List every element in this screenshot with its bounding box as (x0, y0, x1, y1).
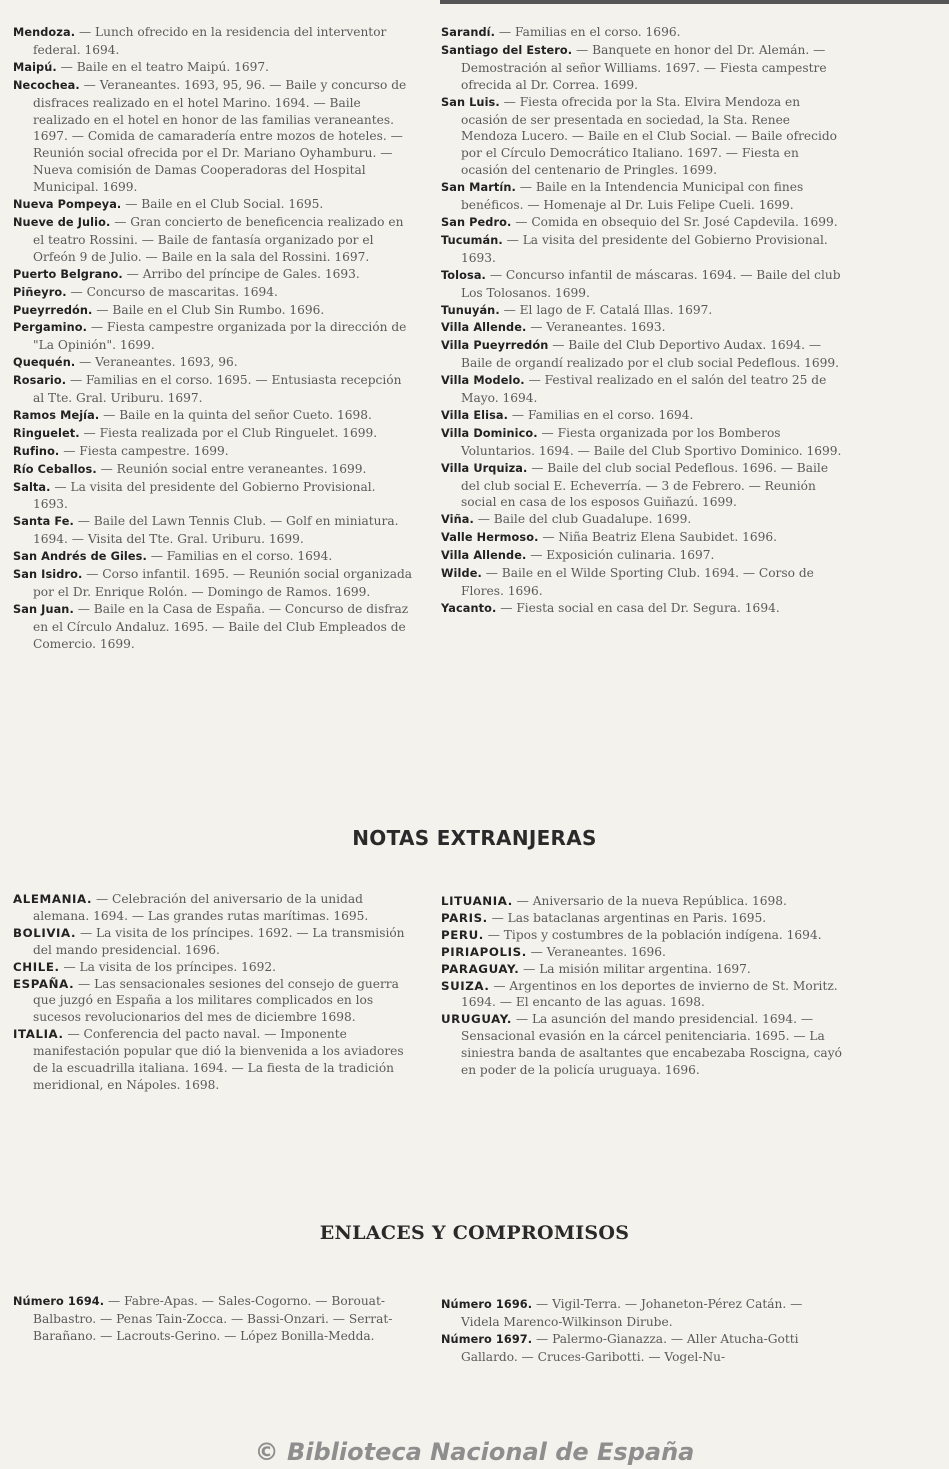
entry-text: — Familias en el corso. 1694. (508, 407, 694, 422)
column-notas-left (13, 891, 413, 1094)
entry-top-left (13, 372, 413, 407)
entry-place-name: SUIZA. (441, 978, 490, 993)
entry-text: — Fiesta social en casa del Dr. Segura. 1694. (496, 600, 780, 615)
entry-text: — Corso infantil. 1695. — Reunión social organizada por el Dr. Enrique Rolón. — Domingo de Ramos. 1699. (33, 567, 413, 599)
entry-place-name: Tolosa. (441, 268, 486, 282)
entry-text: — Banquete en honor del Dr. Alemán. — Demostración al señor Williams. 1697. — Fiesta campestre ofrecida al Dr. Correa. 1699. (461, 42, 827, 92)
entry-place-name: BOLIVIA. (13, 925, 77, 940)
entry-top-left (13, 479, 413, 514)
entry-text: — La visita de los príncipes. 1692. — La transmisión del mando presidencial. 1696. (33, 925, 405, 957)
entry-top-left (13, 302, 413, 320)
entry-top-right (441, 232, 844, 267)
entry-text: — Fiesta realizada por el Club Ringuelet. 1699. (79, 425, 378, 440)
column-enlaces-left (13, 1293, 413, 1345)
entry-notas-left (13, 976, 413, 1027)
entry-place-name: Tucumán. (441, 233, 503, 247)
entry-text: — Baile del club social Pedeflous. 1696. — Baile del club social E. Echeverría. — 3 de Febrero. — Reunión social en casa de los esposos Guiñazú. 1699. (461, 460, 829, 510)
entry-place-name: San Luis. (441, 95, 500, 109)
entry-notas-right (441, 1011, 844, 1079)
entry-top-right (441, 372, 844, 407)
entry-text: — Concurso de mascaritas. 1694. (66, 284, 278, 299)
entry-place-name: Villa Urquiza. (441, 461, 528, 475)
entry-place-name: URUGUAY. (441, 1012, 513, 1027)
entry-text: — Familias en el corso. 1696. (495, 25, 681, 39)
entry-text: — Festival realizado en el salón del teatro 25 de Mayo. 1694. (461, 373, 827, 406)
entry-place-name: San Isidro. (13, 568, 83, 582)
entry-text: — Comida en obsequio del Sr. José Capdevila. 1699. (511, 214, 838, 229)
entry-place-name: Ramos Mejía. (13, 408, 100, 422)
entry-top-right (441, 600, 844, 618)
enlaces-compromisos-heading: ENLACES Y COMPROMISOS (319, 1222, 630, 1244)
entry-top-left (13, 77, 413, 196)
entry-place-name: Villa Elisa. (441, 408, 509, 422)
notas-extranjeras-heading: NOTAS EXTRANJERAS (352, 826, 597, 850)
entry-text: — El lago de F. Catalá Illas. 1697. (499, 302, 713, 317)
entry-notas-right (441, 944, 844, 961)
entry-notas-left (13, 891, 413, 925)
entry-text: — Exposición culinaria. 1697. (526, 548, 715, 563)
entry-text: — Las bataclanas argentinas en Paris. 1695. (487, 910, 767, 925)
entry-text: — Baile del Lawn Tennis Club. — Golf en miniatura. 1694. — Visita del Tte. Gral. Uriburu. 1699. (33, 514, 399, 547)
entry-top-left (13, 566, 413, 601)
entry-text: — Veraneantes. 1696. (526, 944, 666, 959)
entry-text: — Veraneantes. 1693. (526, 320, 666, 335)
entry-top-right (441, 511, 844, 529)
column-notas-right (441, 893, 844, 1079)
entry-top-right (441, 547, 844, 565)
entry-top-right (441, 319, 844, 337)
entry-top-left (13, 461, 413, 479)
entry-text: — Las sensacionales sesiones del consejo de guerra que juzgó en España a los militares complicados en los sucesos revolucionarios del mes de diciembre 1698. (33, 976, 399, 1025)
entry-text: — Reunión social entre veraneantes. 1699. (96, 461, 367, 476)
entry-place-name: Número 1696. (441, 1298, 533, 1311)
entry-text: — Baile en el Wilde Sporting Club. 1694. — Corso de Flores. 1696. (461, 566, 814, 598)
entry-notas-right (441, 978, 844, 1012)
entry-place-name: Nueve de Julio. (13, 215, 111, 229)
entry-top-left (13, 548, 413, 566)
entry-place-name: San Martín. (441, 181, 516, 195)
entry-notas-left (13, 1026, 413, 1094)
entry-place-name: Villa Allende. (441, 549, 527, 563)
entry-text: — Fiesta campestre organizada por la dirección de "La Opinión". 1699. (33, 320, 407, 353)
entry-top-left (13, 443, 413, 461)
entry-place-name: Quequén. (13, 356, 76, 370)
entry-text: — Conferencia del pacto naval. — Imponente manifestación popular que dió la bienvenida a los aviadores de la escuadrilla italiana. 1694. — La fiesta de la tradición meridional, en Nápoles. 1698. (33, 1027, 404, 1092)
entry-text: — Gran concierto de beneficencia realizado en el teatro Rossini. — Baile de fantasía organizado por el Orfeón 9 de Julio. — Baile en la sala del Rossini. 1697. (33, 214, 404, 264)
entry-top-left (13, 513, 413, 548)
entry-text: — La visita del presidente del Gobierno Provisional. 1693. (33, 479, 376, 512)
entry-place-name: Rufino. (13, 444, 60, 458)
entry-place-name: ALEMANIA. (13, 892, 93, 906)
entry-place-name: PARAGUAY. (441, 961, 520, 976)
entry-place-name: ITALIA. (13, 1027, 64, 1042)
entry-top-right (441, 267, 844, 302)
entry-place-name: Rosario. (13, 374, 67, 388)
entry-top-left (13, 319, 413, 354)
entry-text: — Veraneantes. 1693, 96. (75, 355, 238, 370)
entry-place-name: PIRIAPOLIS. (441, 944, 527, 959)
entry-top-right (441, 24, 844, 42)
entry-text: — Familias en el corso. 1695. — Entusiasta recepción al Tte. Gral. Uriburu. 1697. (33, 373, 402, 406)
entry-text: — Lunch ofrecido en la residencia del interventor federal. 1694. (33, 25, 387, 57)
entry-notas-right (441, 961, 844, 978)
entry-text: — La asunción del mando presidencial. 1694. — Sensacional evasión en la cárcel penitenciaria. 1695. — La siniestra banda de asaltantes que encabezaba Roscigna, cayó en poder de la policía uruguaya. 1696. (461, 1012, 842, 1078)
entry-top-left (13, 284, 413, 302)
entry-text: — Fabre-Apas. — Sales-Cogorno. — Borouat-Balbastro. — Penas Tain-Zocca. — Bassi-Onzari. — Serrat-Barañano. — Lacrouts-Gerino. — López Bonilla-Medda. (33, 1294, 393, 1343)
entry-place-name: Puerto Belgrano. (13, 267, 123, 281)
entry-place-name: LITUANIA. (441, 894, 513, 908)
entry-place-name: Pergamino. (13, 321, 87, 335)
entry-top-left (13, 601, 413, 653)
entry-text: — Aniversario de la nueva República. 1698. (512, 894, 787, 908)
entry-text: — Baile en el Club Sin Rumbo. 1696. (92, 302, 325, 317)
entry-top-left (13, 214, 413, 266)
entry-text: — Veraneantes. 1693, 95, 96. — Baile y concurso de disfraces realizado en el hotel Marino. 1694. — Baile realizado en el hotel en honor de las familias veraneantes. 1697. — Comida de camaradería entre mozos de hoteles. — Reunión social ofrecida por el Dr. Mariano Oyhamburu. — Nueva comisión de Damas Cooperadoras del Hospital Municipal. 1699. (33, 77, 407, 195)
entry-text: — Baile en la Casa de España. — Concurso de disfraz en el Círculo Andaluz. 1695. — Baile del Club Empleados de Comercio. 1699. (33, 601, 409, 651)
entry-text: — Palermo-Gianazza. — Aller Atucha-Gotti Gallardo. — Cruces-Garibotti. — Vogel-Nu- (461, 1331, 799, 1364)
entry-top-right (441, 407, 844, 425)
entry-place-name: San Andrés de Giles. (13, 550, 147, 564)
entry-top-right (441, 94, 844, 180)
entry-top-right (441, 214, 844, 232)
entry-place-name: ESPAÑA. (13, 976, 75, 991)
entry-text: — Concurso infantil de máscaras. 1694. — Baile del club Los Tolosanos. 1699. (461, 267, 841, 300)
entry-text: — Familias en el corso. 1694. (146, 549, 333, 564)
entry-text: — Baile en la Intendencia Municipal con fines benéficos. — Homenaje al Dr. Luis Felipe Cueli. 1699. (461, 180, 804, 213)
entry-place-name: Número 1697. (441, 1332, 533, 1346)
footer-copyright: © Biblioteca Nacional de España (254, 1438, 695, 1466)
entry-notas-left (13, 959, 413, 976)
entry-text: — Baile en el teatro Maipú. 1697. (56, 59, 269, 74)
entry-text: — Celebración del aniversario de la unidad alemana. 1694. — Las grandes rutas marítimas. 1695. (33, 892, 369, 923)
entry-top-right (441, 179, 844, 214)
entry-place-name: Villa Modelo. (441, 374, 525, 388)
entry-text: — Baile del Club Deportivo Audax. 1694. — Baile de organdí realizado por el club social Pedeflous. 1699. (461, 338, 839, 371)
entry-text: — Fiesta organizada por los Bomberos Voluntarios. 1694. — Baile del Club Sportivo Dominico. 1699. (461, 425, 842, 458)
entry-notas-right (441, 910, 844, 927)
entry-notas-right (441, 927, 844, 944)
entry-text: — Fiesta ofrecida por la Sta. Elvira Mendoza en ocasión de ser presentada en sociedad, la Sta. Renee Mendoza Lucero. — Baile en el Club Social. — Baile ofrecido por el Círculo Democrático Italiano. 1697. — Fiesta en ocasión del centenario de Pringles. 1699. (461, 94, 837, 178)
entry-place-name: Wilde. (441, 567, 482, 581)
entry-text: — Fiesta campestre. 1699. (59, 443, 229, 458)
top-rule (440, 0, 949, 4)
entry-notas-right (441, 893, 844, 910)
entry-place-name: Maipú. (13, 60, 57, 74)
entry-place-name: Santiago del Estero. (441, 43, 573, 57)
entry-top-left (13, 24, 413, 59)
entry-notas-left (13, 925, 413, 959)
entry-top-right (441, 565, 844, 600)
entry-place-name: Villa Pueyrredón (441, 339, 549, 353)
entry-place-name: San Pedro. (441, 215, 512, 229)
entry-top-right (441, 302, 844, 320)
entry-text: — La visita de los príncipes. 1692. (59, 959, 276, 974)
entry-text: — Arribo del príncipe de Gales. 1693. (122, 266, 360, 281)
entry-top-right (441, 42, 844, 94)
column-top-right (441, 24, 844, 618)
entry-text: — Baile en la quinta del señor Cueto. 1698. (99, 407, 372, 422)
entry-place-name: PARIS. (441, 910, 488, 925)
entry-place-name: Piñeyro. (13, 285, 67, 299)
entry-top-left (13, 407, 413, 425)
entry-top-right (441, 425, 844, 460)
entry-enlaces-right (441, 1296, 844, 1331)
entry-place-name: Número 1694. (13, 1295, 105, 1308)
entry-enlaces-left (13, 1293, 413, 1345)
entry-place-name: Necochea. (13, 78, 80, 92)
entry-place-name: Yacanto. (441, 601, 497, 615)
entry-place-name: Valle Hermoso. (441, 531, 539, 545)
entry-top-left (13, 59, 413, 77)
entry-place-name: Villa Allende. (441, 321, 527, 335)
entry-text: — Tipos y costumbres de la población indígena. 1694. (483, 927, 822, 942)
entry-place-name: Sarandí. (441, 26, 496, 39)
entry-text: — La visita del presidente del Gobierno Provisional. 1693. (461, 232, 828, 265)
entry-top-right (441, 529, 844, 547)
column-top-left (13, 24, 413, 653)
entry-place-name: Río Ceballos. (13, 462, 97, 476)
entry-top-left (13, 266, 413, 284)
entry-top-right (441, 460, 844, 512)
entry-text: — Niña Beatriz Elena Saubidet. 1696. (538, 530, 778, 545)
entry-text: — Argentinos en los deportes de invierno de St. Moritz. 1694. — El encanto de las aguas. 1698. (461, 978, 838, 1010)
entry-place-name: Ringuelet. (13, 426, 80, 440)
entry-top-right (441, 337, 844, 372)
entry-place-name: San Juan. (13, 602, 74, 616)
entry-text: — Vigil-Terra. — Johaneton-Pérez Catán. — Videla Marenco-Wilkinson Dirube. (461, 1297, 803, 1329)
entry-text: — Baile en el Club Social. 1695. (121, 197, 324, 212)
entry-text: — La misión militar argentina. 1697. (519, 961, 751, 976)
entry-place-name: Santa Fe. (13, 515, 74, 529)
entry-top-left (13, 425, 413, 443)
entry-top-left (13, 196, 413, 214)
entry-place-name: Salta. (13, 480, 51, 494)
entry-place-name: Tunuyán. (441, 303, 500, 317)
entry-top-left (13, 354, 413, 372)
entry-place-name: Viña. (441, 513, 474, 527)
column-enlaces-right (441, 1296, 844, 1366)
entry-text: — Baile del club Guadalupe. 1699. (473, 512, 692, 527)
entry-place-name: Villa Dominico. (441, 426, 538, 440)
entry-place-name: Nueva Pompeya. (13, 198, 122, 212)
entry-place-name: Pueyrredón. (13, 303, 93, 317)
entry-place-name: PERU. (441, 927, 484, 942)
entry-place-name: Mendoza. (13, 26, 76, 39)
entry-enlaces-right (441, 1331, 844, 1366)
entry-place-name: CHILE. (13, 959, 60, 974)
